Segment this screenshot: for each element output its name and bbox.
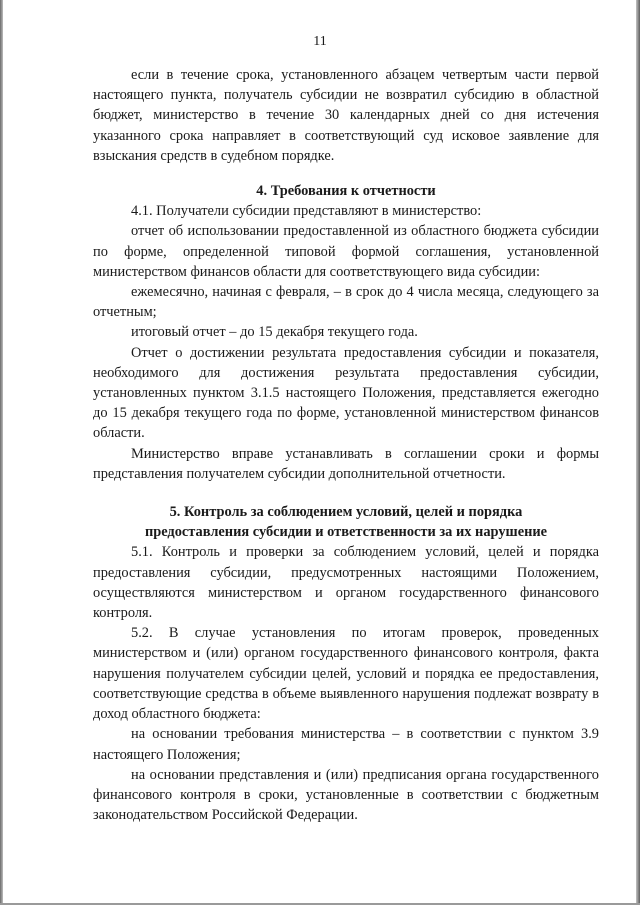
paragraph-ministry-demand: на основании требования министерства – в соответствии с пунктом 3.9 настоящего Положения; (93, 726, 599, 763)
paragraph-5-1: 5.1. Контроль и проверки за соблюдением условий, целей и порядка предоставления субсидии, предусмотренных настоящими Положением, осуществляются министерством и органом государственного финансового контроля. (93, 544, 599, 622)
page-number: 11 (313, 34, 327, 49)
paragraph-final-report: итоговый отчет – до 15 декабря текущего года. (131, 324, 418, 341)
paragraph-intro: если в течение срока, установленного абзацем четвертым части первой настоящего пункта, получатель субсидии не возвратил субсидию в областной бюджет, министерство в течение 30 календарных дней со дня истечения указанного срока направляет в соответствующий суд исковое заявление для взыскания средств в судебном порядке. (93, 67, 599, 164)
spacer (93, 166, 599, 181)
paragraph-report-usage: отчет об использовании предоставленной из областного бюджета субсидии по форме, определенной типовой формой соглашения, установленной министерством финансов области для соответствующего вида субсидии: (93, 223, 599, 280)
scan-edge-left (0, 0, 3, 905)
section-4-heading: 4. Требования к отчетности (256, 183, 436, 200)
section-5-heading-line-2: предоставления субсидии и ответственности за их нарушение (144, 524, 548, 541)
paragraph-5-2: 5.2. В случае установления по итогам проверок, проведенных министерством и (или) органом государственного финансового контроля, факта нарушения получателем субсидии целей, условий и порядка ее предоставления, соответствующие средства в объеме выявленного нарушения подлежат возврату в доход областного бюджета: (93, 625, 599, 723)
paragraph-result-report: Отчет о достижении результата предоставления субсидии и показателя, необходимого для достижения результата предоставления субсидии, установленных пунктом 3.1.5 настоящего Положения, представляется ежегодно до 15 декабря текущего года по форме, установленной министерством финансов области. (93, 344, 599, 442)
paragraph-4-1: 4.1. Получатели субсидии представляют в министерство: (131, 203, 482, 220)
spacer (93, 484, 599, 502)
section-5-heading-line-1: 5. Контроль за соблюдением условий, целей и порядка (169, 504, 523, 521)
scan-edge-right (636, 0, 640, 905)
paragraph-additional-reporting: Министерство вправе устанавливать в соглашении сроки и формы представления получателем субсидии дополнительной отчетности. (93, 445, 599, 482)
paragraph-control-order: на основании представления и (или) предписания органа государственного финансового контроля в сроки, установленные в соответствии с бюджетным законодательством Российской Федерации. (93, 766, 599, 824)
document-body (93, 65, 599, 825)
paragraph-monthly: ежемесячно, начиная с февраля, – в срок до 4 числа месяца, следующего за отчетным; (93, 284, 599, 321)
